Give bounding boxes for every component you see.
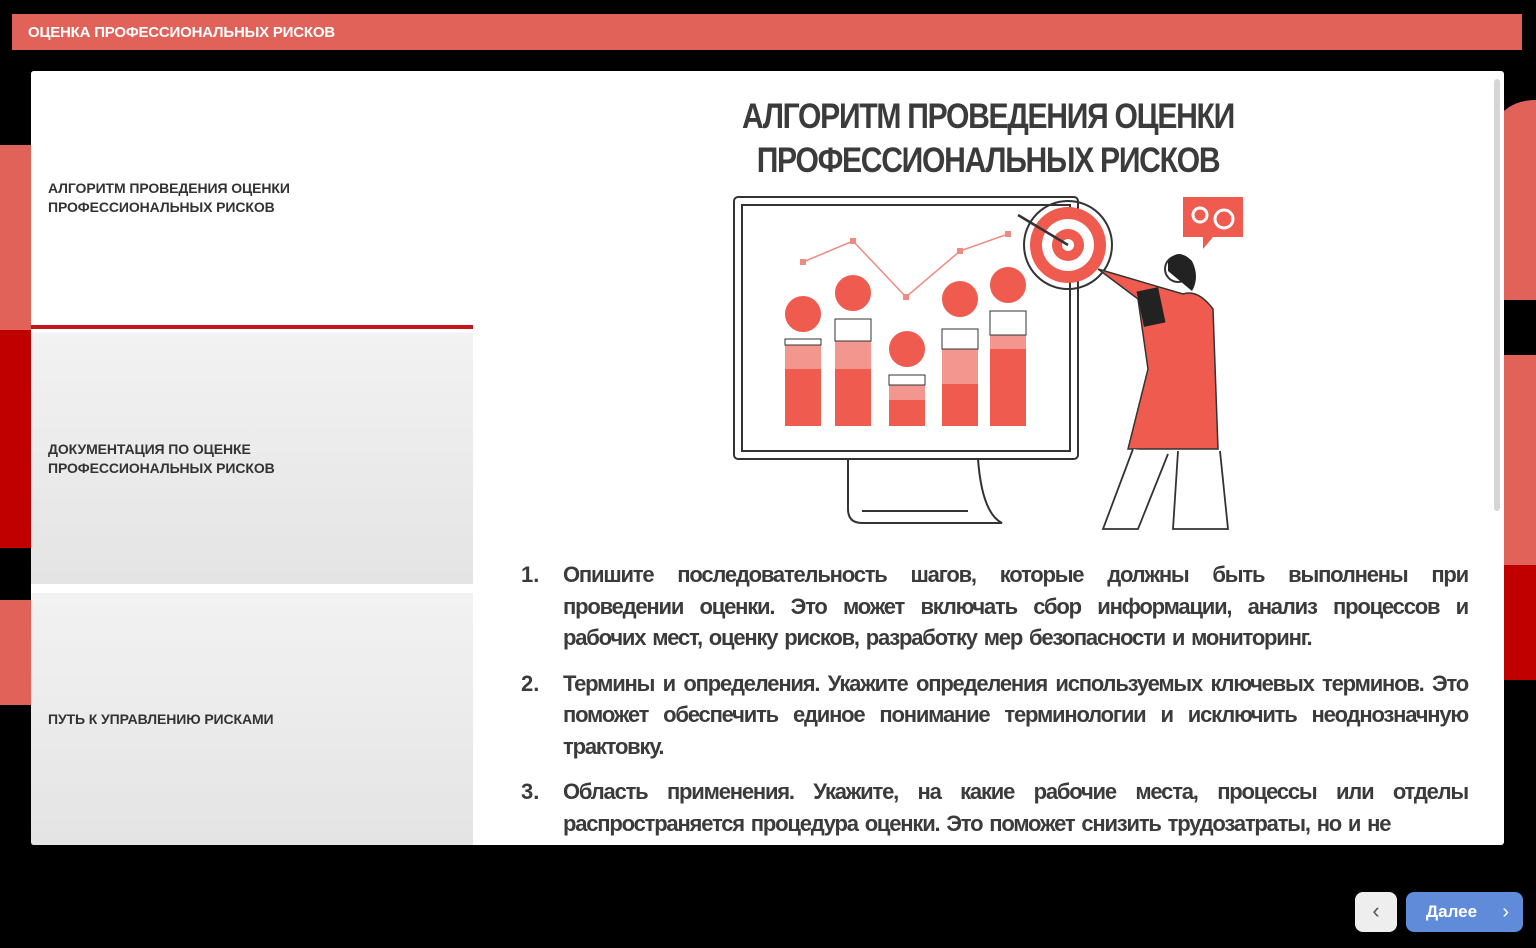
next-label: Далее — [1426, 902, 1478, 921]
nav-item-label: ДОКУМЕНТАЦИЯ ПО ОЦЕНКЕ ПРОФЕССИОНАЛЬНЫХ РИСКОВ — [48, 440, 275, 476]
step-number: 2. — [521, 670, 540, 696]
main-panel — [31, 71, 1504, 845]
nav-item-algorithm[interactable] — [31, 71, 473, 329]
content-area — [473, 71, 1504, 845]
nav-item-label: ПУТЬ К УПРАВЛЕНИЮ РИСКАМИ — [48, 710, 274, 727]
step-text: Опишите последовательность шагов, которые должны быть выполнены при проведении оценки. Это может включать сбор информации, анализ процессов и рабочих мест, оценку рисков, разработку мер безопасности и мониторинг. — [563, 562, 1468, 650]
page-title: АЛГОРИТМ ПРОВЕДЕНИЯ ОЦЕНКИ ПРОФЕССИОНАЛЬНЫХ РИСКОВ — [742, 97, 1234, 180]
list-item — [521, 559, 1468, 654]
step-number: 1. — [521, 562, 540, 587]
sidebar-nav — [31, 71, 473, 845]
prev-button[interactable] — [1355, 892, 1397, 932]
chevron-right-icon: › — [1502, 901, 1509, 923]
step-number: 3. — [521, 779, 540, 804]
list-item — [521, 668, 1468, 763]
chevron-left-icon: ‹ — [1372, 898, 1380, 923]
scrollbar[interactable] — [1494, 79, 1500, 511]
header-bar: ОЦЕНКА ПРОФЕССИОНАЛЬНЫХ РИСКОВ — [12, 14, 1522, 50]
step-text: Термины и определения. Укажите определения используемых ключевых терминов. Это поможет обеспечить единое понимание терминологии и исключить неоднозначную трактовку. — [563, 670, 1468, 759]
list-item — [521, 776, 1468, 839]
step-text: Область применения. Укажите, на какие рабочие места, процессы или отделы распространяется процедура оценки. Это поможет снизить трудозатраты, но и не — [563, 779, 1468, 836]
risk-assessment-illustration — [728, 189, 1248, 539]
steps-list — [521, 559, 1468, 845]
nav-item-documentation[interactable] — [31, 333, 473, 584]
nav-item-risk-management[interactable] — [31, 593, 473, 845]
next-button[interactable] — [1406, 892, 1523, 932]
nav-item-label: АЛГОРИТМ ПРОВЕДЕНИЯ ОЦЕНКИ ПРОФЕССИОНАЛЬНЫХ РИСКОВ — [48, 180, 290, 215]
